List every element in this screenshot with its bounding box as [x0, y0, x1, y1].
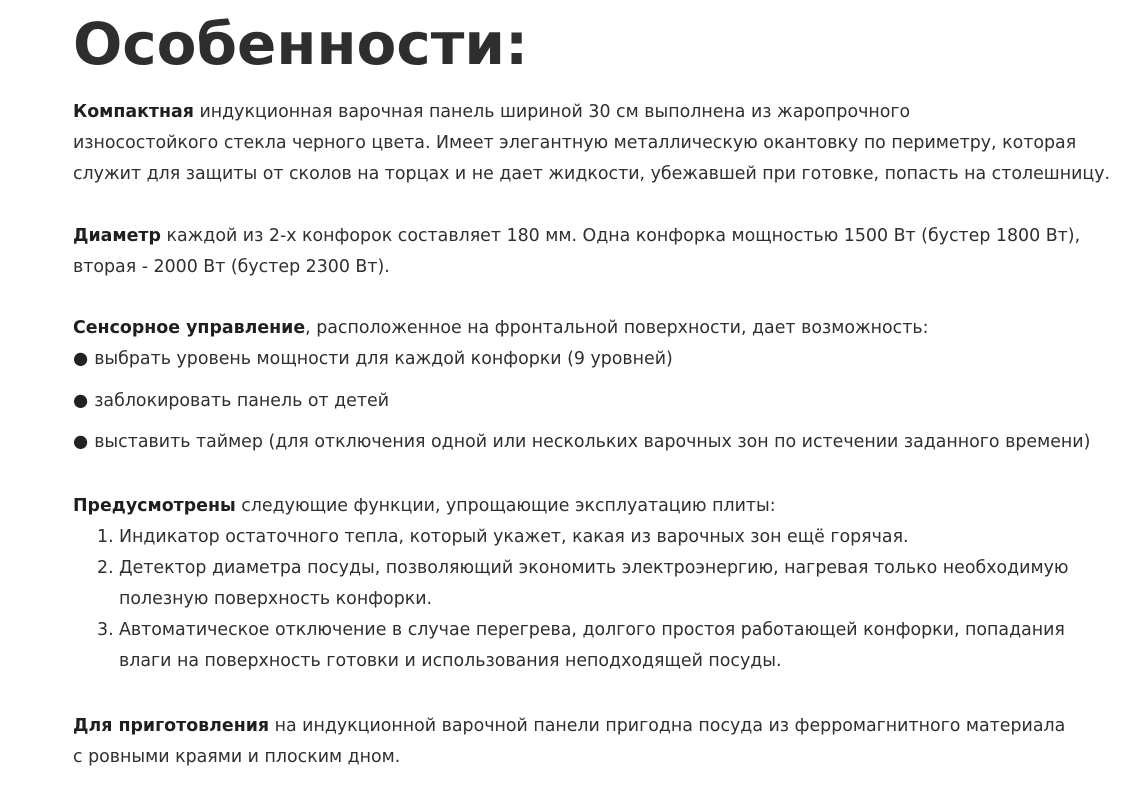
list-item-text: Индикатор остаточного тепла, который укажет, какая из варочных зон ещё горячая. — [119, 527, 909, 547]
diameter-line-1: каждой из 2-х конфорок составляет 180 мм. Одна конфорка мощностью 1500 Вт (бустер 1800 Вт), — [160, 226, 1081, 246]
functions-bold-term: Предусмотрены — [73, 496, 236, 516]
functions-numbered-list — [73, 522, 1118, 677]
sensor-paragraph — [73, 313, 1118, 344]
list-number: 2. — [97, 558, 114, 578]
list-item — [73, 386, 1123, 428]
intro-paragraph — [73, 97, 1118, 190]
intro-line-2: износостойкого стекла черного цвета. Имеет элегантную металлическую окантовку по периметру, которая — [73, 133, 1077, 153]
list-number: 3. — [97, 620, 114, 640]
page-title: Особенности: — [73, 10, 529, 78]
functions-text: следующие функции, упрощающие эксплуатацию плиты: — [235, 496, 776, 516]
cookware-paragraph — [73, 711, 1118, 773]
list-item — [73, 522, 1118, 553]
diameter-bold-term: Диаметр — [73, 226, 161, 246]
list-item-text: Автоматическое отключение в случае перегрева, долгого простоя работающей конфорки, попадания — [119, 620, 1065, 640]
sensor-bullet-list — [73, 344, 1123, 469]
list-item — [73, 427, 1123, 469]
bullet-text: заблокировать панель от детей — [94, 390, 390, 411]
list-item-text-continued: влаги на поверхность готовки и использования неподходящей посуды. — [119, 651, 782, 671]
intro-line-3: служит для защиты от сколов на торцах и не дает жидкости, убежавшей при готовке, попасть на столешницу. — [73, 164, 1111, 184]
bullet-icon: ● — [73, 432, 89, 452]
list-number: 1. — [97, 527, 114, 547]
diameter-paragraph — [73, 221, 1118, 283]
sensor-text: , расположенное на фронтальной поверхности, дает возможность: — [305, 318, 929, 338]
bullet-text: выбрать уровень мощности для каждой конфорки (9 уровней) — [94, 349, 673, 369]
cookware-line-1: на индукционной варочной панели пригодна посуда из ферромагнитного материала — [269, 716, 1066, 736]
features-section — [73, 0, 1123, 767]
bullet-icon: ● — [73, 390, 89, 411]
list-item — [73, 553, 1118, 615]
list-item — [73, 344, 1123, 386]
bullet-icon: ● — [73, 349, 89, 369]
list-item-text-continued: полезную поверхность конфорки. — [119, 589, 433, 609]
sensor-bold-term: Сенсорное управление — [73, 318, 306, 338]
intro-bold-term: Компактная — [73, 102, 194, 122]
cookware-bold-term: Для приготовления — [73, 716, 270, 736]
list-item-text: Детектор диаметра посуды, позволяющий экономить электроэнергию, нагревая только необходимую — [119, 558, 1069, 578]
diameter-line-2: вторая - 2000 Вт (бустер 2300 Вт). — [73, 257, 390, 277]
cookware-line-2: с ровными краями и плоским дном. — [73, 747, 401, 767]
bullet-text: выставить таймер (для отключения одной или нескольких варочных зон по истечении заданного времени) — [94, 432, 1091, 452]
intro-line-1: индукционная варочная панель шириной 30 см выполнена из жаропрочного — [193, 102, 911, 122]
list-item — [73, 615, 1118, 677]
functions-paragraph — [73, 491, 1118, 522]
